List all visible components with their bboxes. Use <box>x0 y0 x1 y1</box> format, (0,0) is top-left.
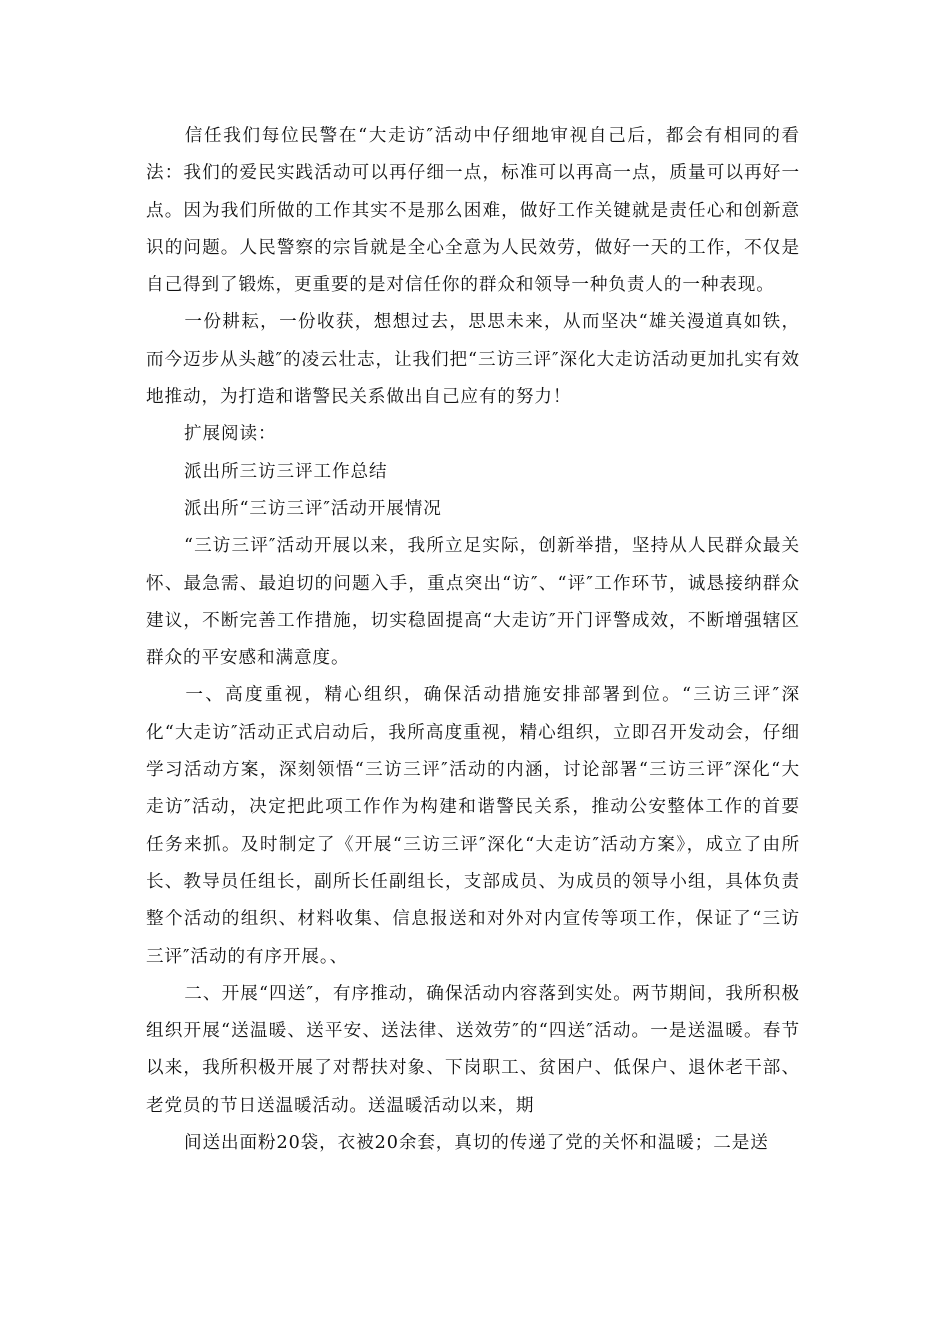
paragraph-resolution <box>146 304 800 416</box>
paragraph-text: 间送出面粉20袋，衣被20余套，真切的传递了党的关怀和温暖；二是送 <box>184 1133 769 1154</box>
article-subtitle <box>146 491 800 528</box>
paragraph-text: “三访三评″活动开展以来，我所立足实际，创新举措，坚持从人民群众最关怀、最急需、最迫切的问题入手，重点突出“访″、“评″工作环节，诚恳接纳群众建议，不断完善工作措施，切实稳固提高“大走访″开门评警成效，不断增强辖区群众的平安感和满意度。 <box>146 536 800 669</box>
extended-reading-label <box>146 416 800 453</box>
paragraph-section-one <box>146 677 800 975</box>
document-body <box>146 118 800 1162</box>
paragraph-intro <box>146 528 800 677</box>
paragraph-text: 一份耕耘，一份收获，想想过去，思思未来，从而坚决“雄关漫道真如铁，而今迈步从头越″的凌云壮志，让我们把“三访三评″深化大走访活动更加扎实有效地推动，为打造和谐警民关系做出自己应有的努力！ <box>146 312 800 408</box>
article-title <box>146 454 800 491</box>
paragraph-text: 派出所三访三评工作总结 <box>184 461 388 482</box>
paragraph-text: 扩展阅读： <box>184 424 277 445</box>
paragraph-text: 派出所“三访三评″活动开展情况 <box>184 498 442 519</box>
paragraph-reflection <box>146 118 800 304</box>
paragraph-continuation <box>146 1125 800 1162</box>
paragraph-text: 信任我们每位民警在“大走访″活动中仔细地审视自己后，都会有相同的看法：我们的爱民实践活动可以再仔细一点，标准可以再高一点，质量可以再好一点。因为我们所做的工作其实不是那么困难，做好工作关键就是责任心和创新意识的问题。人民警察的宗旨就是全心全意为人民效劳，做好一天的工作，不仅是自己得到了锻炼，更重要的是对信任你的群众和领导一种负责人的一种表现。 <box>146 126 800 296</box>
paragraph-section-two <box>146 976 800 1125</box>
paragraph-text: 二、开展“四送″，有序推动，确保活动内容落到实处。两节期间，我所积极组织开展“送温暖、送平安、送法律、送效劳″的“四送″活动。一是送温暖。春节以来，我所积极开展了对帮扶对象、下岗职工、贫困户、低保户、退休老干部、老党员的节日送温暖活动。送温暖活动以来，期 <box>146 983 800 1116</box>
paragraph-text: 一、高度重视，精心组织，确保活动措施安排部署到位。“三访三评″深化“大走访″活动正式启动后，我所高度重视，精心组织，立即召开发动会，仔细学习活动方案，深刻领悟“三访三评″活动的内涵，讨论部署“三访三评″深化“大走访″活动，决定把此项工作作为构建和谐警民关系，推动公安整体工作的首要任务来抓。及时制定了《开展“三访三评″深化“大走访″活动方案》，成立了由所长、教导员任组长，副所长任副组长，支部成员、为成员的领导小组，具体负责整个活动的组织、材料收集、信息报送和对外对内宣传等项工作，保证了“三访三评″活动的有序开展。、 <box>146 685 800 967</box>
